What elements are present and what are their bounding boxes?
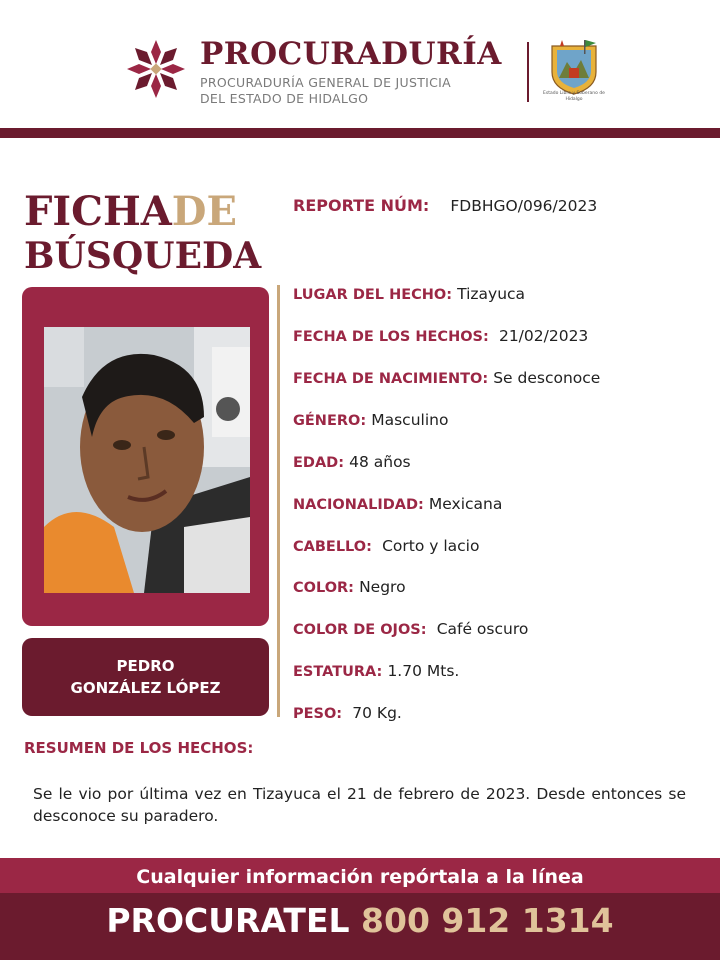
footer-cta: Cualquier información repórtala a la línea <box>0 858 720 894</box>
header-band <box>0 128 720 138</box>
hotline-phone: 800 912 1314 <box>361 901 614 940</box>
title-ficha: FICHA <box>24 188 172 235</box>
brand-subtitle <box>200 75 451 107</box>
field-color-ojos <box>293 619 528 638</box>
field-label: GÉNERO: <box>293 413 367 429</box>
field-cabello <box>293 536 479 555</box>
person-last-name: GONZÁLEZ LÓPEZ <box>70 679 221 697</box>
portrait-illustration <box>44 327 250 593</box>
seal-caption: Estado Libre y Soberano de Hidalgo <box>543 91 605 102</box>
vertical-divider <box>277 285 280 717</box>
report-value: FDBHGO/096/2023 <box>450 197 598 215</box>
field-value: 48 años <box>349 453 411 471</box>
report-label: REPORTE NÚM: <box>293 196 430 215</box>
field-peso <box>293 703 402 722</box>
field-genero <box>293 410 448 429</box>
title-de: DE <box>171 188 237 235</box>
field-value: 21/02/2023 <box>498 327 589 345</box>
field-label: PESO: <box>293 706 343 722</box>
field-edad <box>293 452 411 471</box>
field-label: FECHA DE LOS HECHOS: <box>293 329 489 345</box>
field-label: COLOR DE OJOS: <box>293 622 427 638</box>
field-value: 1.70 Mts. <box>387 662 460 680</box>
summary-heading: RESUMEN DE LOS HECHOS: <box>24 739 254 757</box>
field-lugar <box>293 284 525 303</box>
field-value: Se desconoce <box>493 369 601 387</box>
field-value: Café oscuro <box>436 620 529 638</box>
field-value: 70 Kg. <box>352 704 402 722</box>
field-label: LUGAR DEL HECHO: <box>293 287 453 303</box>
report-number-row <box>293 196 597 215</box>
header-divider <box>527 42 529 102</box>
field-value: Masculino <box>371 411 449 429</box>
footer-hotline <box>0 893 720 960</box>
field-value: Negro <box>359 578 406 596</box>
field-value: Tizayuca <box>457 285 526 303</box>
field-estatura <box>293 661 459 680</box>
field-fecha-nacimiento <box>293 368 600 387</box>
missing-person-photo <box>44 327 250 593</box>
field-label: CABELLO: <box>293 539 372 555</box>
field-label: ESTATURA: <box>293 664 383 680</box>
field-nacionalidad <box>293 494 502 513</box>
person-name-card <box>22 638 269 716</box>
field-value: Mexicana <box>428 495 503 513</box>
field-value: Corto y lacio <box>382 537 480 555</box>
summary-text: Se le vio por última vez en Tizayuca el 21 de febrero de 2023. Desde entonces se desconoce su paradero. <box>33 785 686 825</box>
field-fecha-hechos <box>293 326 588 345</box>
page-title-line2: BÚSQUEDA <box>24 235 262 277</box>
brand-subtitle-line2: DEL ESTADO DE HIDALGO <box>200 91 369 106</box>
procuraduria-logo-icon <box>125 38 187 100</box>
field-label: EDAD: <box>293 455 344 471</box>
field-color <box>293 577 406 596</box>
brand-title: PROCURADURÍA <box>200 36 502 72</box>
brand-subtitle-line1: PROCURADURÍA GENERAL DE JUSTICIA <box>200 75 451 90</box>
person-first-name: PEDRO <box>116 657 175 675</box>
field-label: COLOR: <box>293 580 354 596</box>
field-label: FECHA DE NACIMIENTO: <box>293 371 489 387</box>
hotline-service: PROCURATEL <box>106 901 350 940</box>
page-title-line1 <box>24 188 237 236</box>
field-label: NACIONALIDAD: <box>293 497 424 513</box>
